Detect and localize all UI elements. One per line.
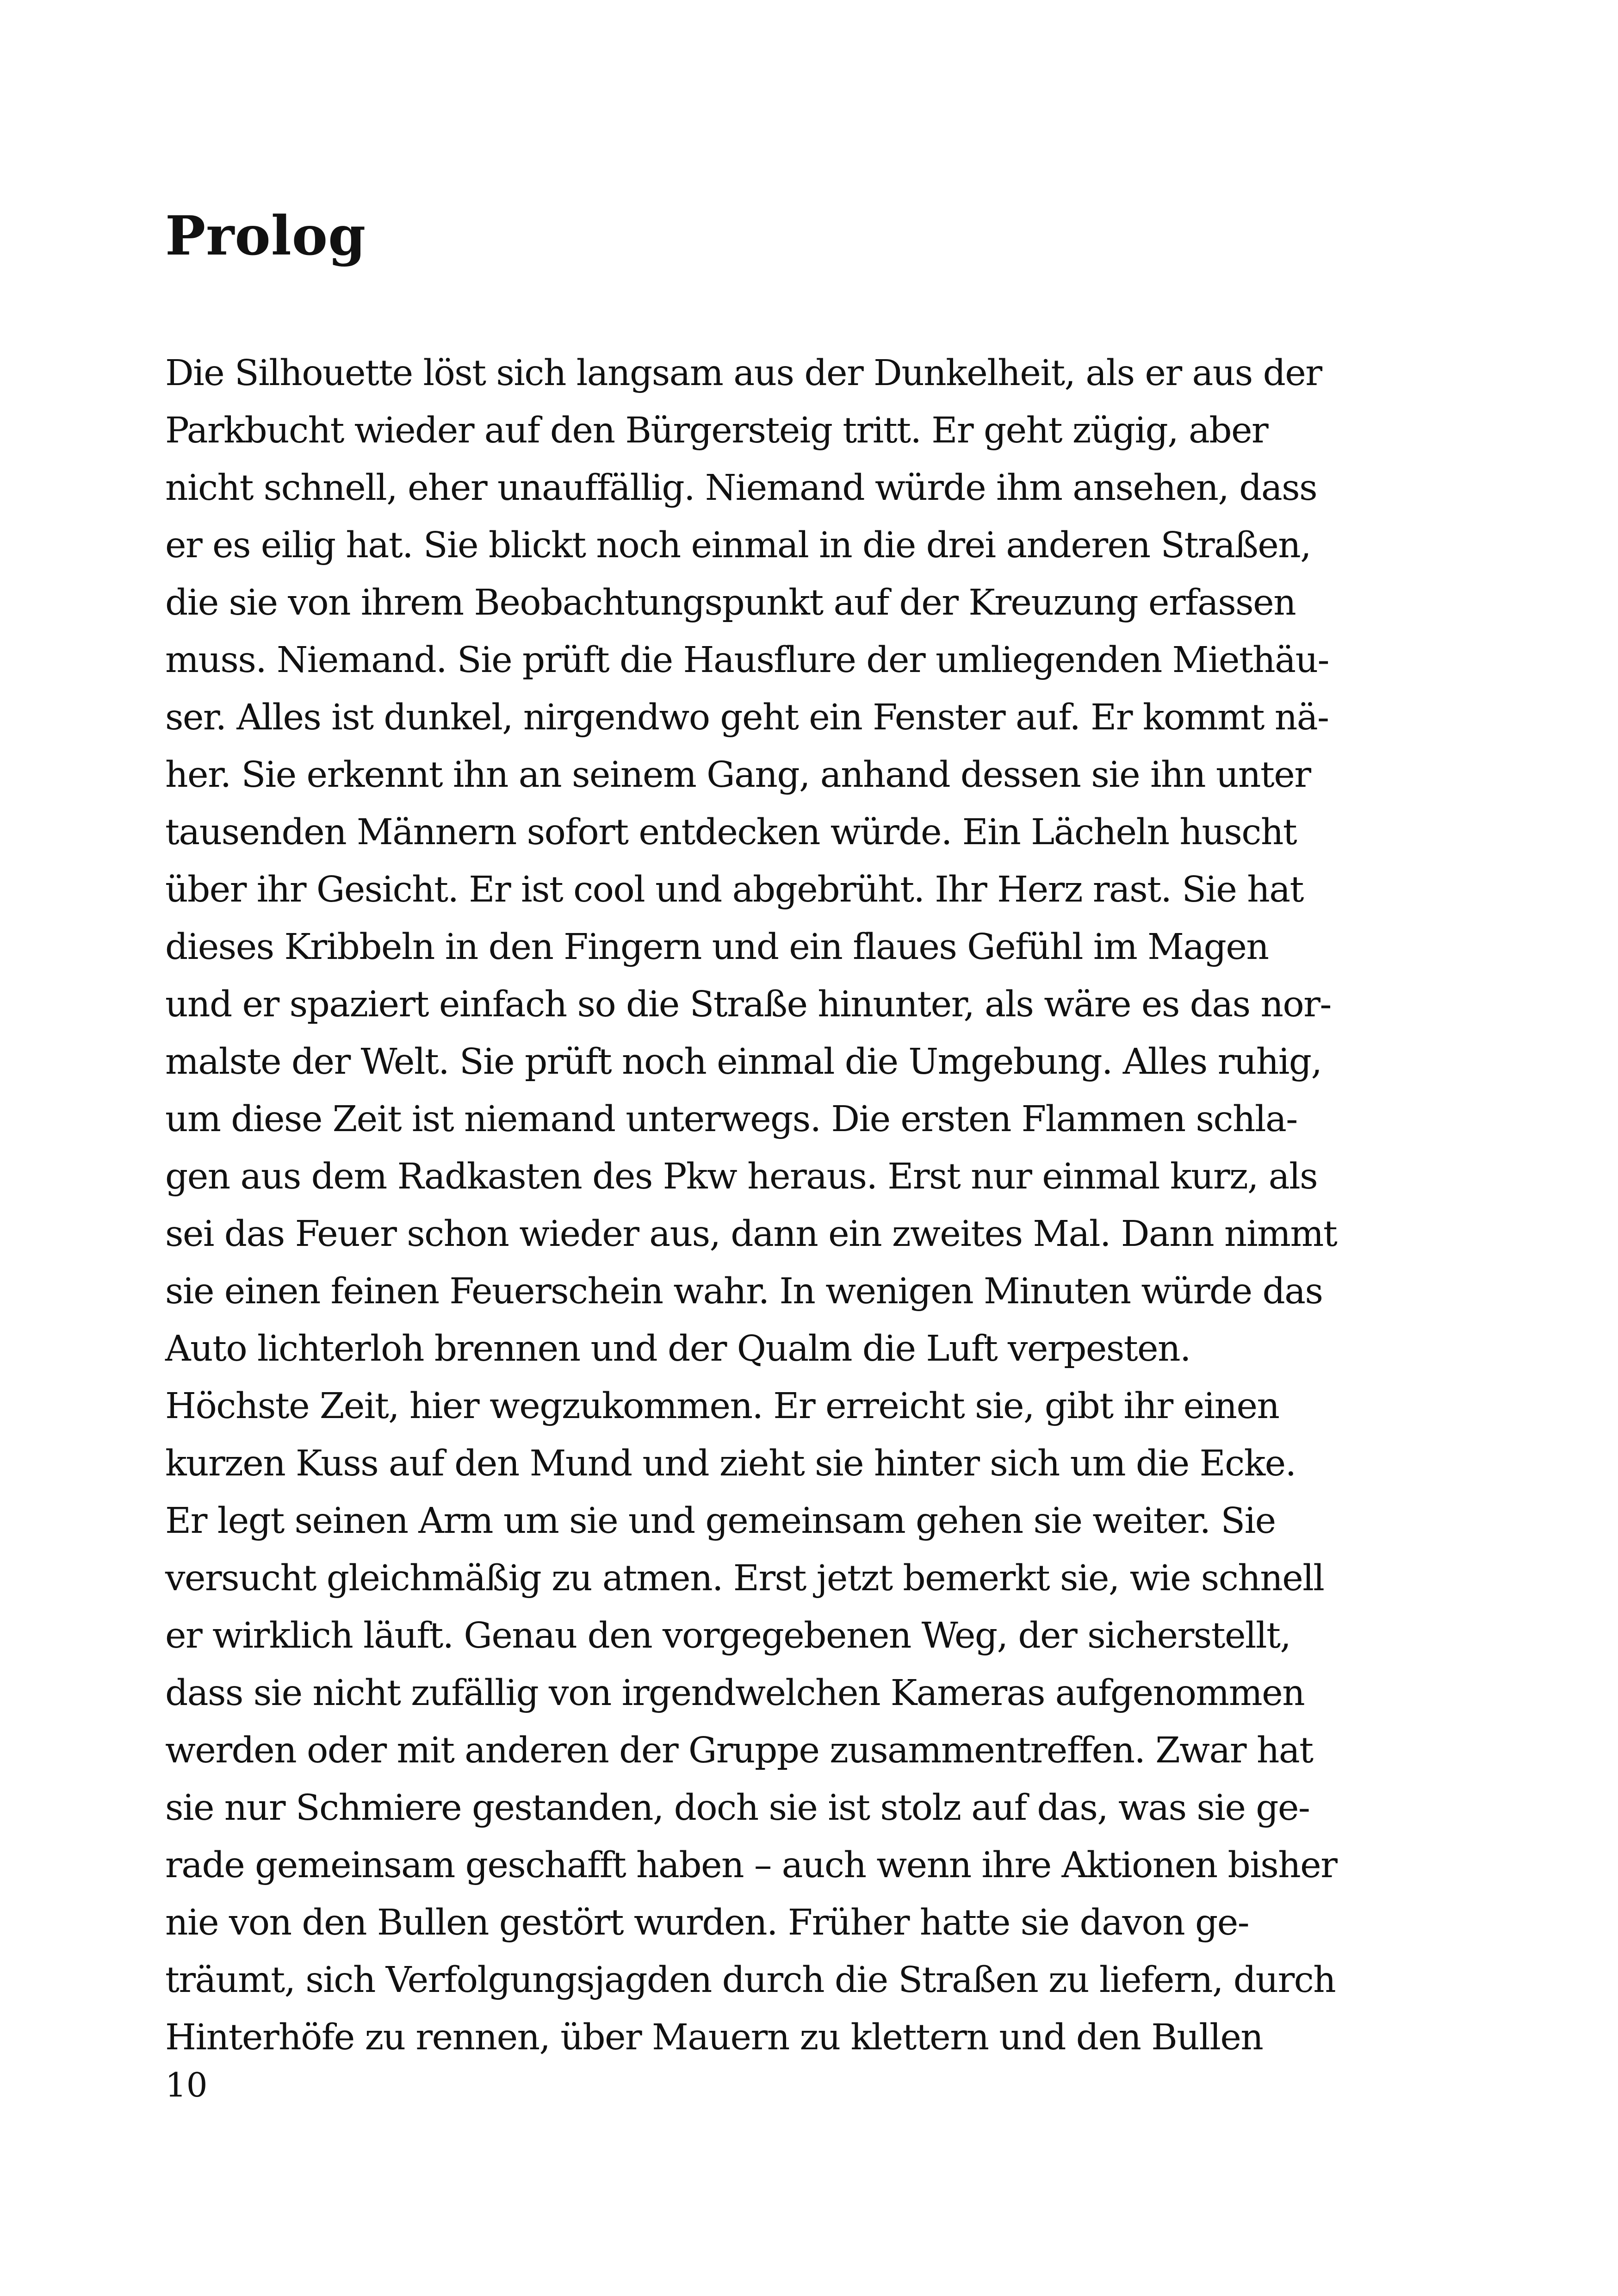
text-line: sie einen feinen Feuerschein wahr. In wenigen Minuten würde das: [165, 1271, 1323, 1312]
text-line: Hinterhöfe zu rennen, über Mauern zu klettern und den Bullen: [165, 2017, 1263, 2058]
text-line: nicht schnell, eher unauffällig. Niemand würde ihm ansehen, dass: [165, 467, 1317, 509]
text-line: muss. Niemand. Sie prüft die Hausflure der umliegenden Miethäu-: [165, 640, 1329, 681]
text-line: ser. Alles ist dunkel, nirgendwo geht ein Fenster auf. Er kommt nä-: [165, 697, 1329, 738]
chapter-title: Prolog: [165, 205, 366, 268]
text-line: er wirklich läuft. Genau den vorgegebenen Weg, der sicherstellt,: [165, 1615, 1291, 1656]
text-line: die sie von ihrem Beobachtungspunkt auf der Kreuzung erfassen: [165, 582, 1296, 623]
text-line: um diese Zeit ist niemand unterwegs. Die ersten Flammen schla-: [165, 1099, 1297, 1140]
text-line: sei das Feuer schon wieder aus, dann ein zweites Mal. Dann nimmt: [165, 1213, 1337, 1255]
text-line: kurzen Kuss auf den Mund und zieht sie hinter sich um die Ecke.: [165, 1443, 1296, 1484]
text-line: her. Sie erkennt ihn an seinem Gang, anhand dessen sie ihn unter: [165, 754, 1311, 796]
text-line: Parkbucht wieder auf den Bürgersteig tritt. Er geht zügig, aber: [165, 410, 1268, 451]
text-line: und er spaziert einfach so die Straße hinunter, als wäre es das nor-: [165, 984, 1331, 1025]
text-line: sie nur Schmiere gestanden, doch sie ist stolz auf das, was sie ge-: [165, 1787, 1310, 1829]
text-line: über ihr Gesicht. Er ist cool und abgebrüht. Ihr Herz rast. Sie hat: [165, 869, 1303, 910]
text-line: dieses Kribbeln in den Fingern und ein flaues Gefühl im Magen: [165, 927, 1269, 968]
body-text: [165, 345, 1461, 2066]
text-line: gen aus dem Radkasten des Pkw heraus. Erst nur einmal kurz, als: [165, 1156, 1318, 1197]
text-line: dass sie nicht zufällig von irgendwelchen Kameras aufgenommen: [165, 1673, 1305, 1714]
text-line: er es eilig hat. Sie blickt noch einmal in die drei anderen Straßen,: [165, 525, 1311, 566]
text-line: nie von den Bullen gestört wurden. Früher hatte sie davon ge-: [165, 1902, 1249, 1943]
text-line: Er legt seinen Arm um sie und gemeinsam gehen sie weiter. Sie: [165, 1500, 1276, 1542]
text-line: werden oder mit anderen der Gruppe zusammentreffen. Zwar hat: [165, 1730, 1313, 1771]
text-line: Auto lichterloh brennen und der Qualm die Luft verpesten.: [165, 1328, 1190, 1369]
text-line: rade gemeinsam geschafft haben – auch wenn ihre Aktionen bisher: [165, 1845, 1337, 1886]
text-line: versucht gleichmäßig zu atmen. Erst jetzt bemerkt sie, wie schnell: [165, 1558, 1324, 1599]
text-line: Die Silhouette löst sich langsam aus der Dunkelheit, als er aus der: [165, 353, 1322, 394]
page-number: 10: [165, 2066, 208, 2104]
text-line: tausenden Männern sofort entdecken würde. Ein Lächeln huscht: [165, 812, 1297, 853]
text-line: malste der Welt. Sie prüft noch einmal die Umgebung. Alles ruhig,: [165, 1041, 1322, 1083]
text-line: träumt, sich Verfolgungsjagden durch die Straßen zu liefern, durch: [165, 1960, 1336, 2001]
text-line: Höchste Zeit, hier wegzukommen. Er erreicht sie, gibt ihr einen: [165, 1386, 1279, 1427]
